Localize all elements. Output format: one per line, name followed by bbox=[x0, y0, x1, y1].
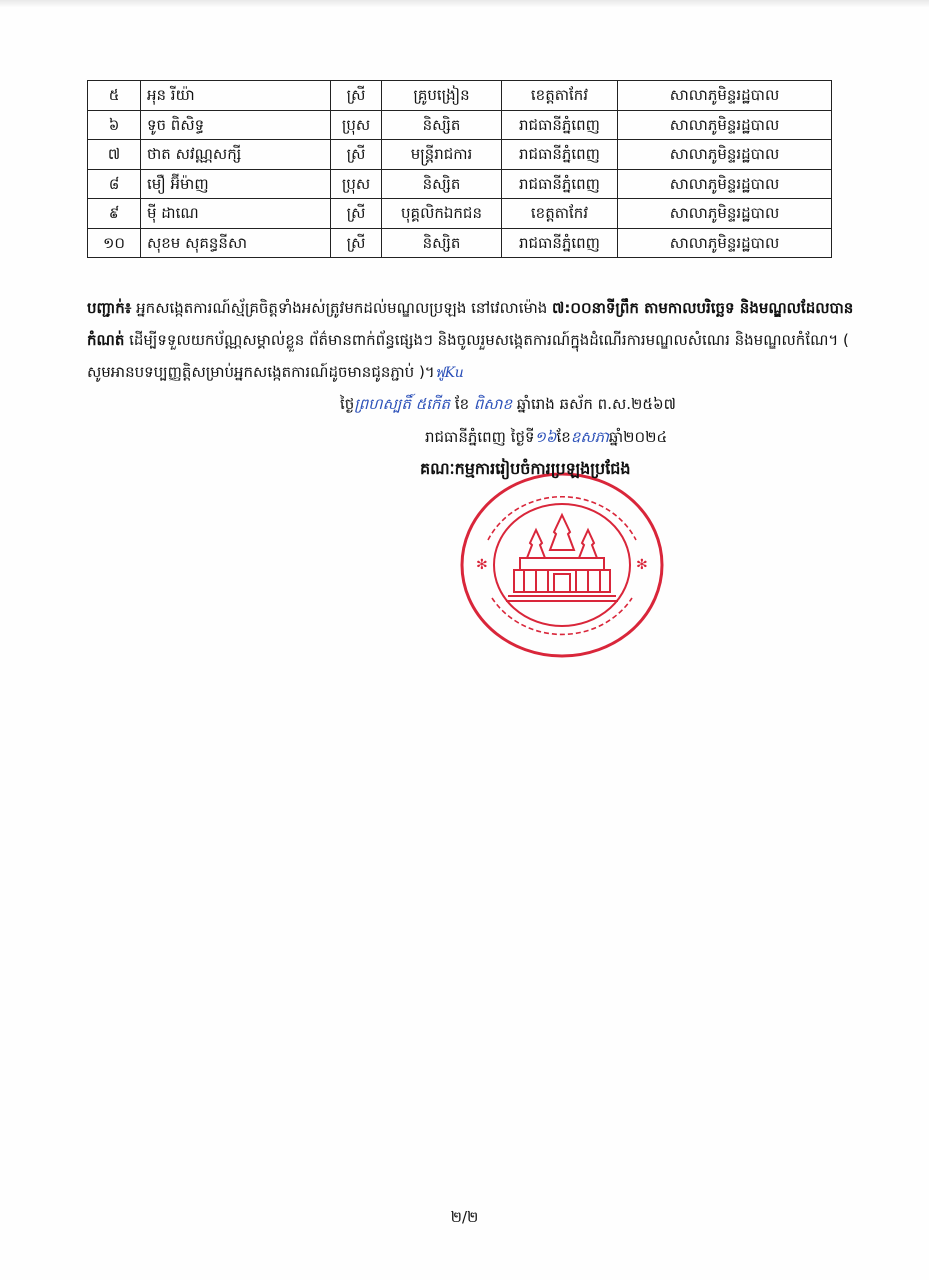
row-province: រាជធានីភ្នំពេញ bbox=[502, 110, 618, 140]
row-province: ខេត្តតាកែវ bbox=[502, 81, 618, 111]
row-name: ថាត សវណ្ណសក្សី bbox=[141, 140, 331, 170]
row-province: រាជធានីភ្នំពេញ bbox=[502, 228, 618, 258]
row-sex: ប្រុស bbox=[331, 169, 382, 199]
row-occupation: និស្សិត bbox=[382, 169, 502, 199]
row-province: ខេត្តតាកែវ bbox=[502, 199, 618, 229]
row-province: រាជធានីភ្នំពេញ bbox=[502, 169, 618, 199]
handwritten-initials: ฟูKu bbox=[434, 365, 464, 381]
row-school: សាលាភូមិន្ទរដ្ឋបាល bbox=[618, 228, 832, 258]
row-school: សាលាភូមិន្ទរដ្ឋបាល bbox=[618, 140, 832, 170]
lunar-month-prefix: ខែ bbox=[450, 395, 474, 413]
lunar-year: ឆ្នាំរោង ឆស័ក ព.ស.២៥៦៧ bbox=[511, 395, 676, 413]
lunar-day-handwritten: ព្រហស្បតិ៍ ៥កើត bbox=[354, 395, 451, 413]
table-row bbox=[88, 140, 832, 170]
row-occupation: បុគ្គលិកឯកជន bbox=[382, 199, 502, 229]
candidate-table bbox=[87, 80, 832, 258]
note-text-1: អ្នកសង្កេតការណ៍ស្ម័គ្រចិត្តទាំងអស់ត្រូវមកដល់មណ្ឌលប្រឡង នៅវេលាម៉ោង bbox=[131, 299, 553, 317]
row-occupation: និស្សិត bbox=[382, 228, 502, 258]
svg-text:✻: ✻ bbox=[636, 557, 648, 573]
table-row bbox=[88, 81, 832, 111]
row-number: ៩ bbox=[88, 199, 141, 229]
row-number: ៥ bbox=[88, 81, 141, 111]
solar-day-handwritten: ១៦ bbox=[534, 428, 557, 446]
table-row bbox=[88, 110, 832, 140]
row-number: ៦ bbox=[88, 110, 141, 140]
note-paragraph bbox=[87, 292, 857, 389]
note-bold-time: ៧:០០នាទីព្រឹក តាមកាលបរិច្ឆេទ និងមណ្ឌលដែលបានកំណត់ bbox=[87, 299, 854, 349]
note-text-2: ដើម្បីទទួលយកប័ណ្ណសម្គាល់ខ្លួន ព័ត៌មានពាក់ព័ន្ធផ្សេងៗ និងចូលរួមសង្កេតការណ៍ក្នុងដំណើរការមណ្ឌលសំណេរ និងមណ្ឌលកំណែ។ ( សូមអានបទប្បញ្ញត្តិសម្រាប់អ្នកសង្កេតការណ៍ដូចមានជូនភ្ជាប់ )។ bbox=[87, 331, 849, 381]
table-row bbox=[88, 228, 832, 258]
row-number: ៨ bbox=[88, 169, 141, 199]
solar-prefix: រាជធានីភ្នំពេញ ថ្ងៃទី bbox=[425, 428, 535, 446]
solar-month-handwritten: ឧសភា bbox=[570, 428, 609, 446]
row-name: អុន រីយ៉ា bbox=[141, 81, 331, 111]
row-number: ៧ bbox=[88, 140, 141, 170]
row-sex: ស្រី bbox=[331, 199, 382, 229]
lunar-prefix: ថ្ងៃ bbox=[340, 395, 355, 413]
row-school: សាលាភូមិន្ទរដ្ឋបាល bbox=[618, 169, 832, 199]
note-label: បញ្ជាក់៖ bbox=[87, 299, 132, 317]
svg-text:✻: ✻ bbox=[476, 557, 488, 573]
row-sex: ស្រី bbox=[331, 81, 382, 111]
row-name: ទូច ពិសិទ្ធ bbox=[141, 110, 331, 140]
row-name: មឿ អ៊ីម៉ាញ bbox=[141, 169, 331, 199]
solar-date-line bbox=[425, 428, 667, 450]
row-sex: ប្រុស bbox=[331, 110, 382, 140]
row-sex: ស្រី bbox=[331, 140, 382, 170]
row-province: រាជធានីភ្នំពេញ bbox=[502, 140, 618, 170]
lunar-date-line bbox=[340, 395, 676, 417]
solar-month-prefix: ខែ bbox=[556, 428, 571, 446]
row-number: ១០ bbox=[88, 228, 141, 258]
scan-edge-shadow bbox=[0, 0, 929, 8]
official-seal-icon bbox=[458, 470, 666, 660]
row-occupation: មន្ត្រីរាជការ bbox=[382, 140, 502, 170]
row-name: សុខម សុគន្ធនីសា bbox=[141, 228, 331, 258]
table-row bbox=[88, 199, 832, 229]
row-school: សាលាភូមិន្ទរដ្ឋបាល bbox=[618, 81, 832, 111]
lunar-month-handwritten: ពិសាខ bbox=[473, 395, 512, 413]
row-occupation: និស្សិត bbox=[382, 110, 502, 140]
row-name: ម៉ី ដាណេ bbox=[141, 199, 331, 229]
solar-year: ឆ្នាំ២០២៤ bbox=[608, 428, 668, 446]
row-sex: ស្រី bbox=[331, 228, 382, 258]
row-occupation: គ្រូបង្រៀន bbox=[382, 81, 502, 111]
row-school: សាលាភូមិន្ទរដ្ឋបាល bbox=[618, 110, 832, 140]
committee-signature: គណៈកម្មការរៀបចំការប្រឡងប្រជែង bbox=[420, 459, 631, 478]
table-row bbox=[88, 169, 832, 199]
row-school: សាលាភូមិន្ទរដ្ឋបាល bbox=[618, 199, 832, 229]
page-number: ២/២ bbox=[450, 1208, 479, 1226]
